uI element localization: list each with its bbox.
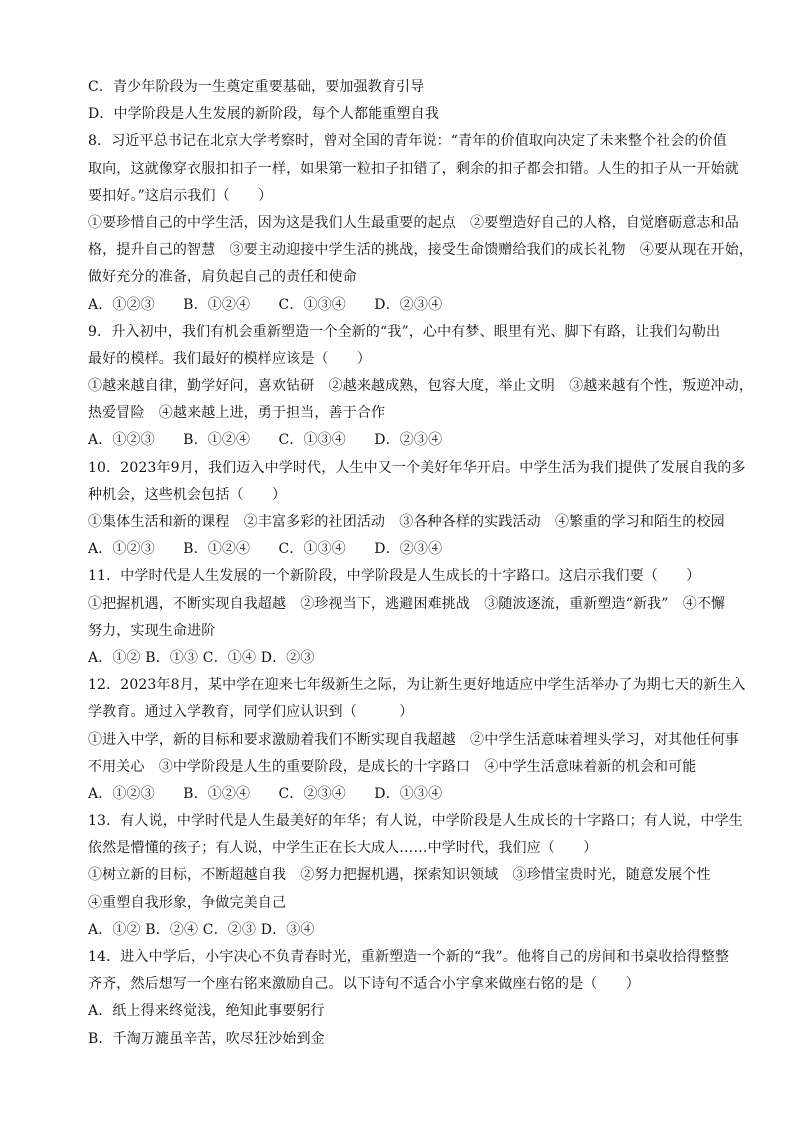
question-10-stem-line-1: 10．2023年9月，我们迈入中学时代，人生中又一个美好年华开启。中学生活为我们提供了发展自我的多 (88, 459, 746, 476)
question-9-options: A．①②③ B．①②④ C．①③④ D．②③④ (88, 432, 443, 449)
question-12-statements-line-1: ①进入中学，新的目标和要求激励着我们不断实现自我超越 ②中学生活意味着埋头学习，对其他任何事 (88, 731, 739, 748)
question-8-stem-line-1: 8．习近平总书记在北京大学考察时，曾对全国的青年说：“青年的价值取向决定了未来整个社会的价值 (88, 133, 727, 150)
question-8-statements-line-1: ①要珍惜自己的中学生活，因为这是我们人生最重要的起点 ②要塑造好自己的人格，自觉磨砺意志和品 (88, 214, 739, 231)
question-8-statements-line-2: 格，提升自己的智慧 ③要主动迎接中学生活的挑战，接受生命馈赠给我们的成长礼物 ④要从现在开始， (88, 242, 754, 259)
question-10-stem-line-2: 种机会，这些机会包括（ ） (88, 486, 287, 503)
question-13-statements-line-2: ④重塑自我形象，争做完美自己 (88, 894, 287, 911)
question-9-statements-line-2: 热爱冒险 ④越来越上进，勇于担当，善于合作 (88, 405, 386, 422)
question-8-statements-line-3: 做好充分的准备，肩负起自己的责任和使命 (88, 269, 357, 286)
question-12-stem-line-1: 12．2023年8月，某中学在迎来七年级新生之际，为让新生更好地适应中学生活举办了为期七天的新生入 (88, 677, 746, 694)
question-13-statements-line-1: ①树立新的目标，不断超越自我 ②努力把握机遇，探索知识领域 ③珍惜宝贵时光，随意发展个性 (88, 867, 711, 884)
question-9-statements-line-1: ①越来越自律，勤学好问，喜欢钻研 ②越来越成熟，包容大度，举止文明 ③越来越有个性，叛逆冲动， (88, 378, 754, 395)
question-12-options: A．①②③ B．①②④ C．②③④ D．①③④ (88, 785, 443, 802)
question-11-statements-line-2: 努力，实现生命进阶 (88, 622, 216, 639)
question-14-stem-line-1: 14．进入中学后，小宇决心不负青春时光，重新塑造一个新的“我”。他将自己的房间和书桌收拾得整整 (88, 949, 730, 965)
question-8-stem-line-2: 取向，这就像穿衣服扣扣子一样，如果第一粒扣子扣错了，剩余的扣子都会扣错。人生的扣子从一开始就 (88, 160, 739, 177)
question-14-option-a: A．纸上得来终觉浅，绝知此事要躬行 (88, 1003, 325, 1020)
option-d-q7: D．中学阶段是人生发展的新阶段，每个人都能重塑自我 (88, 106, 439, 123)
option-c-q7: C．青少年阶段为一生奠定重要基础，要加强教育引导 (88, 79, 425, 95)
question-8-stem-line-3: 要扣好。”这启示我们（ ） (88, 187, 273, 204)
question-13-stem-line-2: 依然是懵懂的孩子；有人说，中学生正在长大成人……中学时代，我们应（ ） (88, 840, 598, 857)
question-10-statements: ①集体生活和新的课程 ②丰富多彩的社团活动 ③各种各样的实践活动 ④繁重的学习和陌生的校园 (88, 514, 725, 530)
question-14-stem-line-2: 齐齐，然后想写一个座右铭来激励自己。以下诗句不适合小宇拿来做座右铭的是（ ） (88, 976, 640, 993)
question-8-options: A．①②③ B．①②④ C．①③④ D．②③④ (88, 296, 443, 313)
question-9-stem-line-1: 9．升入初中，我们有机会重新塑造一个全新的“我”，心中有梦、眼里有光、脚下有路，让我们勾勒出 (88, 323, 721, 340)
question-12-stem-line-2: 学教育。通过入学教育，同学们应认识到（ ） (88, 704, 414, 721)
question-9-stem-line-2: 最好的模样。我们最好的模样应该是（ ） (88, 350, 371, 367)
question-13-stem-line-1: 13．有人说，中学时代是人生最美好的年华；有人说，中学阶段是人生成长的十字路口；有人说，中学生 (88, 813, 743, 830)
document-body (88, 74, 754, 1053)
question-14-option-b: B．千淘万漉虽辛苦，吹尽狂沙始到金 (88, 1030, 325, 1047)
question-13-options: A．①② B．②④ C．②③ D．③④ (88, 921, 315, 938)
question-11-options: A．①② B．①③ C．①④ D．②③ (88, 649, 315, 666)
question-11-stem: 11．中学时代是人生发展的一个新阶段，中学阶段是人生成长的十字路口。这启示我们要（ ） (88, 568, 701, 585)
question-11-statements-line-1: ①把握机遇，不断实现自我超越 ②珍视当下，逃避困难挑战 ③随波逐流，重新塑造“新我” ④不懈 (88, 595, 726, 612)
question-10-options: A．①②③ B．①②④ C．①③④ D．②③④ (88, 541, 443, 558)
question-12-statements-line-2: 不用关心 ③中学阶段是人生的重要阶段，是成长的十字路口 ④中学生活意味着新的机会和可能 (88, 758, 697, 775)
